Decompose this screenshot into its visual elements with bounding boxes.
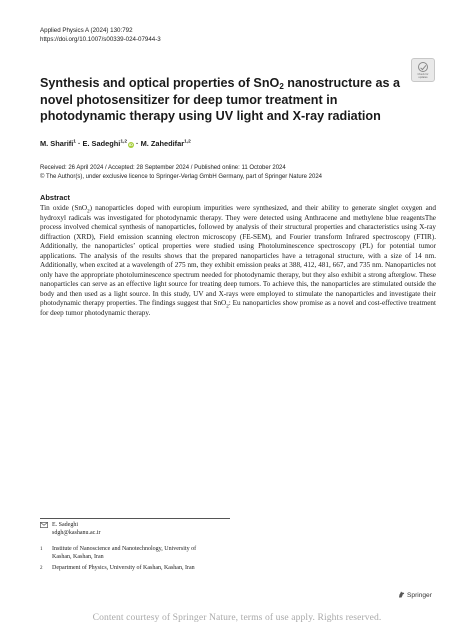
author-name[interactable]: E. Sadeghi xyxy=(82,139,121,148)
abstract-heading: Abstract xyxy=(40,193,70,202)
author-affiliation: 1 xyxy=(73,139,76,145)
courtesy-watermark: Content courtesy of Springer Nature, terms of use apply. Rights reserved. xyxy=(92,612,382,623)
journal-citation: Applied Physics A (2024) 130:792 xyxy=(40,27,133,34)
affiliation-2 xyxy=(40,565,195,575)
title-part1: Synthesis and optical properties of SnO xyxy=(40,76,280,90)
corresponding-author-note xyxy=(40,522,101,538)
abstract-text: : Eu nanoparticles show promise as a novel and cost-effective treatment for deep tumor photodynamic therapy. xyxy=(40,299,436,317)
author-name[interactable]: M. Sharifi xyxy=(40,139,74,148)
publication-info xyxy=(40,164,322,181)
author-name[interactable]: M. Zahedifar xyxy=(140,139,185,148)
publisher-name: Springer xyxy=(407,592,432,599)
orcid-icon[interactable]: iD xyxy=(128,142,133,147)
contact-email[interactable]: sdgh@kashanu.ac.ir xyxy=(52,529,101,536)
check-for-updates-icon xyxy=(418,62,428,72)
badge-label-line2: updates xyxy=(418,76,428,79)
journal-header xyxy=(40,27,161,44)
affiliation-line: Institute of Nanoscience and Nanotechnology, University of xyxy=(52,546,197,552)
abstract-text: Tin oxide (SnO xyxy=(40,204,88,212)
footnote-divider xyxy=(40,518,230,519)
abstract-text: ) nanoparticles doped with europium impurities were synthesized, and their ability to generate singlet oxygen and hydroxyl radicals was investigated for photodynamic therapy. They were detected using Anthracene and methylene blue reagentsThe process involved chemical synthesis of nanoparticles, followed by analysis of their structural properties and characteristics using X-ray diffraction (XRD), Field emission scanning electron microscopy (FE-SEM), and Fourier transform Infrared spectroscopy (FTIR). Additionally, the nanoparticles’ optical properties were studied using Photoluminescence spectroscopy (PL) for potential tumor applications. The analysis of the results shows that the prepared nanoparticles have a tetragonal structure, with a size of 14 nm. Additionally, when excited at a wavelength of 275 nm, they exhibit emission peaks at 388, 412, 481, 667, and 735 nm. Nanoparticles not only have the appropriate photoluminescence spectrum needed for photodynamic therapy, but they also exhibit a strong afterglow. These nanoparticles can serve as an effective light source for treating deep tumors. To achieve this, the nanoparticles are stimulated outside the body and then used as a light source. In this study, UV and X-rays were employed to stimulate the nanoparticles and investigate their photodynamic therapy properties. The findings suggest that SnO xyxy=(40,204,437,307)
publication-dates: Received: 26 April 2024 / Accepted: 28 September 2024 / Published online: 11 October 2024 xyxy=(40,165,286,171)
badge-label-line1: Check for xyxy=(417,73,429,76)
publisher-logo xyxy=(398,591,432,599)
springer-horse-icon xyxy=(398,591,405,598)
contact-name: E. Sadeghi xyxy=(52,522,78,528)
affiliation-marker: 2 xyxy=(40,566,43,571)
author-list xyxy=(40,139,191,148)
author-separator: · xyxy=(75,139,83,148)
abstract-subscript: 2 xyxy=(226,304,229,310)
doi-link[interactable]: https://doi.org/10.1007/s00339-024-07944-3 xyxy=(40,35,161,43)
article-title xyxy=(40,75,410,125)
envelope-icon xyxy=(40,522,52,532)
title-subscript: 2 xyxy=(279,82,284,91)
check-for-updates-badge[interactable] xyxy=(411,58,435,82)
affiliation-line: Department of Physics, University of Kashan, Kashan, Iran xyxy=(52,565,195,571)
author-separator: · xyxy=(133,139,141,148)
copyright-notice: © The Author(s), under exclusive licence to Springer-Verlag GmbH Germany, part of Springer Nature 2024 xyxy=(40,173,322,180)
title-part2: nanostructure as a novel photosensitizer for deep tumor treatment in photodynamic therapy using UV light and X-ray radiation xyxy=(40,76,400,123)
author-affiliation: 1,2 xyxy=(120,139,127,145)
affiliation-1 xyxy=(40,546,196,562)
affiliation-line: Kashan, Kashan, Iran xyxy=(52,553,104,560)
abstract-subscript: 2 xyxy=(87,209,90,215)
abstract-body xyxy=(40,204,436,318)
author-affiliation: 1,2 xyxy=(184,139,191,145)
affiliation-marker: 1 xyxy=(40,547,43,552)
